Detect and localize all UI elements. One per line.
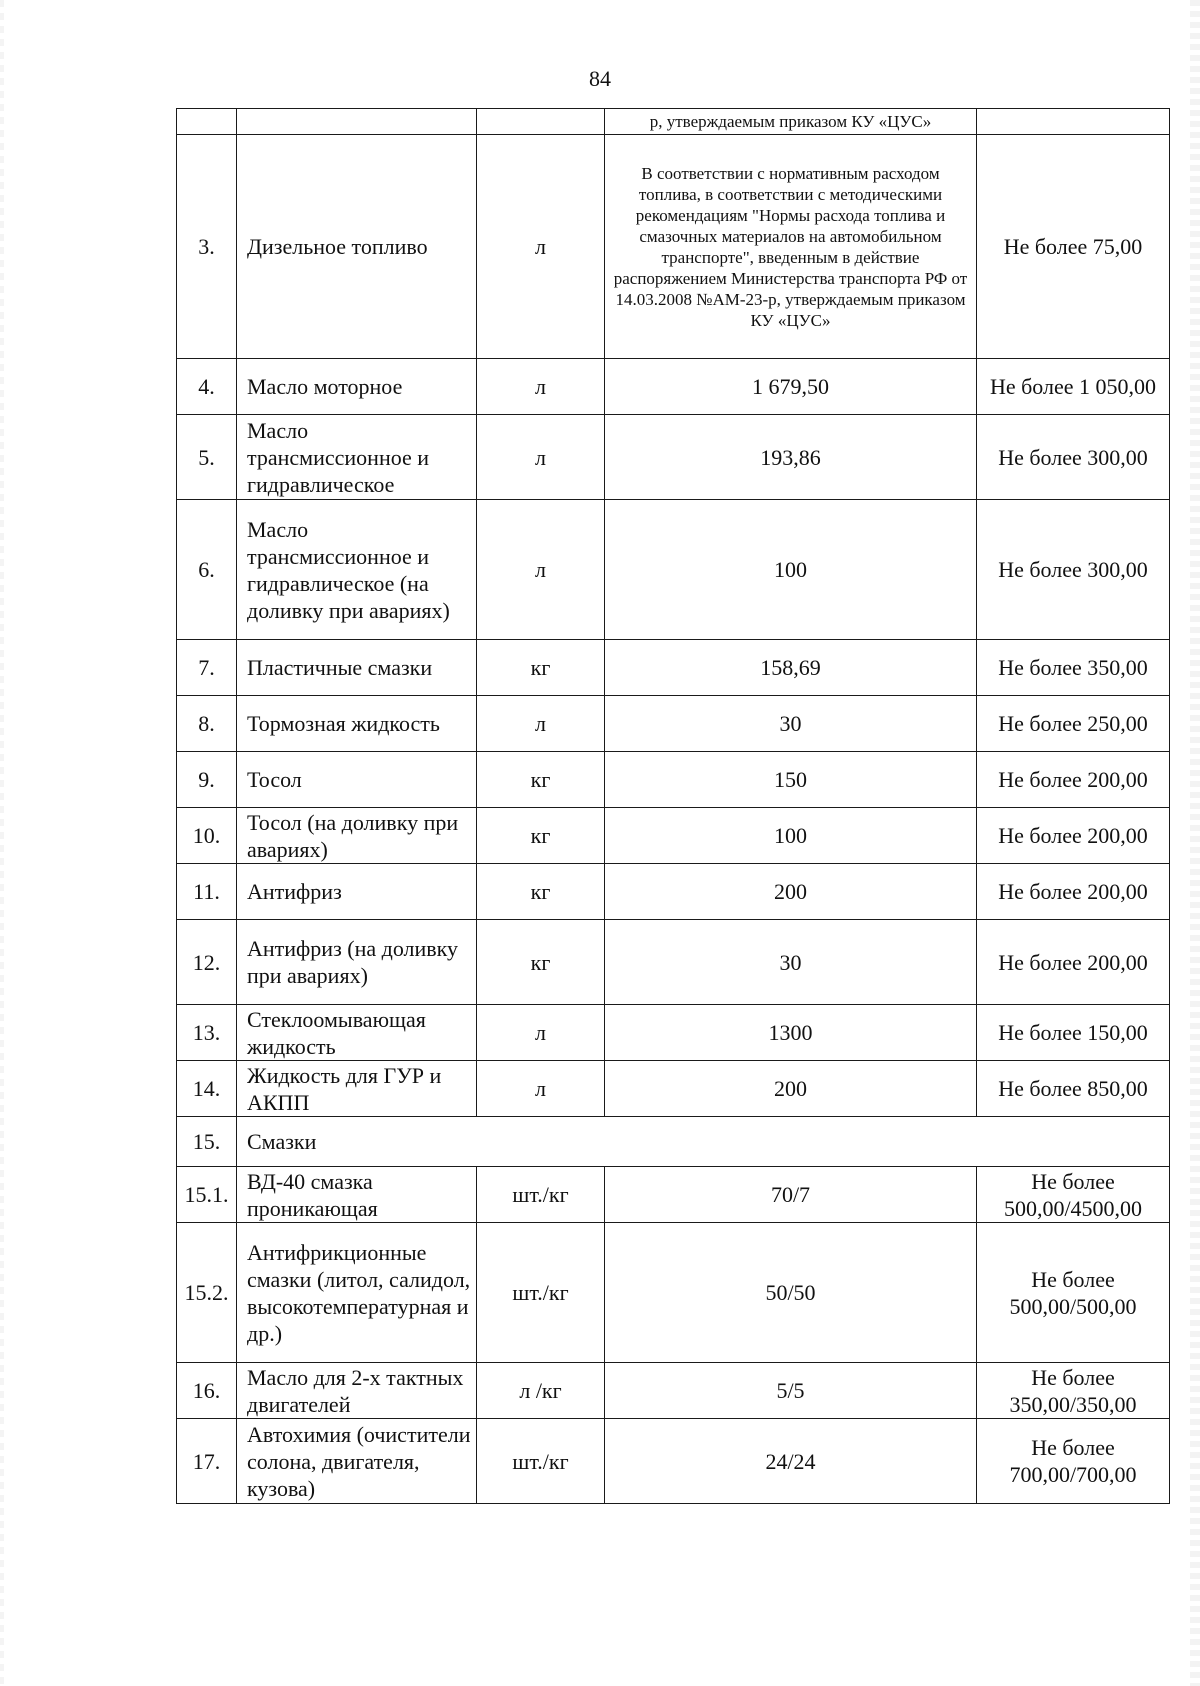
row-number: 9. bbox=[177, 752, 237, 808]
row-number: 11. bbox=[177, 864, 237, 920]
amount: 50/50 bbox=[605, 1223, 977, 1363]
row-number: 6. bbox=[177, 500, 237, 640]
table-row bbox=[177, 1167, 1170, 1223]
price-limit: Не более 500,00/500,00 bbox=[977, 1223, 1170, 1363]
price-limit: Не более 300,00 bbox=[977, 415, 1170, 500]
amount: 30 bbox=[605, 696, 977, 752]
unit: кг bbox=[477, 920, 605, 1005]
item-name: Стеклоомывающая жидкость bbox=[237, 1005, 477, 1061]
amount: 193,86 bbox=[605, 415, 977, 500]
amount: 100 bbox=[605, 808, 977, 864]
row-number: 15.2. bbox=[177, 1223, 237, 1363]
item-name: Масло трансмиссионное и гидравлическое (на доливку при авариях) bbox=[237, 500, 477, 640]
table-row bbox=[177, 808, 1170, 864]
row-number: 3. bbox=[177, 135, 237, 359]
item-name: ВД-40 смазка проникающая bbox=[237, 1167, 477, 1223]
page-number: 84 bbox=[589, 66, 611, 91]
item-name: Масло трансмиссионное и гидравлическое bbox=[237, 415, 477, 500]
unit: л bbox=[477, 135, 605, 359]
row-number: 13. bbox=[177, 1005, 237, 1061]
unit: кг bbox=[477, 864, 605, 920]
row-number bbox=[177, 109, 237, 135]
row-number: 5. bbox=[177, 415, 237, 500]
unit: кг bbox=[477, 752, 605, 808]
row-number: 15.1. bbox=[177, 1167, 237, 1223]
unit: кг bbox=[477, 808, 605, 864]
price-limit: Не более 350,00/350,00 bbox=[977, 1363, 1170, 1419]
unit: шт./кг bbox=[477, 1167, 605, 1223]
table-row bbox=[177, 1223, 1170, 1363]
unit: л bbox=[477, 1005, 605, 1061]
row-number: 14. bbox=[177, 1061, 237, 1117]
item-name bbox=[237, 109, 477, 135]
item-name: Тормозная жидкость bbox=[237, 696, 477, 752]
table-row bbox=[177, 920, 1170, 1005]
scan-edge-right bbox=[1190, 0, 1200, 1686]
price-limit: Не более 200,00 bbox=[977, 808, 1170, 864]
row-number: 12. bbox=[177, 920, 237, 1005]
unit: л /кг bbox=[477, 1363, 605, 1419]
item-name: Тосол bbox=[237, 752, 477, 808]
item-name: Антифриз bbox=[237, 864, 477, 920]
unit: л bbox=[477, 1061, 605, 1117]
price-limit: Не более 200,00 bbox=[977, 920, 1170, 1005]
table-row bbox=[177, 109, 1170, 135]
scan-edge-left bbox=[0, 0, 4, 1686]
price-limit bbox=[977, 109, 1170, 135]
amount: 1 679,50 bbox=[605, 359, 977, 415]
amount: р, утверждаемым приказом КУ «ЦУС» bbox=[605, 109, 977, 135]
row-number: 4. bbox=[177, 359, 237, 415]
table-row bbox=[177, 1117, 1170, 1167]
amount: 158,69 bbox=[605, 640, 977, 696]
row-number: 17. bbox=[177, 1419, 237, 1504]
table-row bbox=[177, 1419, 1170, 1504]
item-name: Тосол (на доливку при авариях) bbox=[237, 808, 477, 864]
amount: В соответствии с нормативным расходом топлива, в соответствии с методическими рекомендациям "Нормы расхода топлива и смазочных материалов на автомобильном транспорте", введенным в действие распоряжением Министерства транспорта РФ от 14.03.2008 №АМ-23-р, утверждаемым приказом КУ «ЦУС» bbox=[605, 135, 977, 359]
item-name: Дизельное топливо bbox=[237, 135, 477, 359]
section-title: Смазки bbox=[237, 1117, 1170, 1167]
unit: л bbox=[477, 359, 605, 415]
table-row bbox=[177, 640, 1170, 696]
unit: л bbox=[477, 415, 605, 500]
amount: 150 bbox=[605, 752, 977, 808]
table-row bbox=[177, 359, 1170, 415]
amount: 200 bbox=[605, 1061, 977, 1117]
unit: л bbox=[477, 500, 605, 640]
row-number: 16. bbox=[177, 1363, 237, 1419]
table-row bbox=[177, 415, 1170, 500]
table-row bbox=[177, 135, 1170, 359]
item-name: Масло моторное bbox=[237, 359, 477, 415]
price-limit: Не более 250,00 bbox=[977, 696, 1170, 752]
price-limit: Не более 700,00/700,00 bbox=[977, 1419, 1170, 1504]
table-row bbox=[177, 1005, 1170, 1061]
row-number: 10. bbox=[177, 808, 237, 864]
unit: шт./кг bbox=[477, 1223, 605, 1363]
norms-table bbox=[176, 108, 1170, 1504]
price-limit: Не более 75,00 bbox=[977, 135, 1170, 359]
table-row bbox=[177, 752, 1170, 808]
amount: 100 bbox=[605, 500, 977, 640]
unit: кг bbox=[477, 640, 605, 696]
item-name: Антифрикционные смазки (литол, салидол, высокотемпературная и др.) bbox=[237, 1223, 477, 1363]
item-name: Автохимия (очистители солона, двигателя, кузова) bbox=[237, 1419, 477, 1504]
item-name: Масло для 2-х тактных двигателей bbox=[237, 1363, 477, 1419]
amount: 70/7 bbox=[605, 1167, 977, 1223]
item-name: Антифриз (на доливку при авариях) bbox=[237, 920, 477, 1005]
amount: 24/24 bbox=[605, 1419, 977, 1504]
table-row bbox=[177, 864, 1170, 920]
price-limit: Не более 200,00 bbox=[977, 752, 1170, 808]
table-row bbox=[177, 1061, 1170, 1117]
row-number: 15. bbox=[177, 1117, 237, 1167]
amount: 30 bbox=[605, 920, 977, 1005]
item-name: Жидкость для ГУР и АКПП bbox=[237, 1061, 477, 1117]
price-limit: Не более 850,00 bbox=[977, 1061, 1170, 1117]
table-row bbox=[177, 1363, 1170, 1419]
unit: шт./кг bbox=[477, 1419, 605, 1504]
price-limit: Не более 200,00 bbox=[977, 864, 1170, 920]
row-number: 8. bbox=[177, 696, 237, 752]
price-limit: Не более 150,00 bbox=[977, 1005, 1170, 1061]
price-limit: Не более 350,00 bbox=[977, 640, 1170, 696]
unit: л bbox=[477, 696, 605, 752]
price-limit: Не более 1 050,00 bbox=[977, 359, 1170, 415]
amount: 200 bbox=[605, 864, 977, 920]
price-limit: Не более 300,00 bbox=[977, 500, 1170, 640]
row-number: 7. bbox=[177, 640, 237, 696]
price-limit: Не более 500,00/4500,00 bbox=[977, 1167, 1170, 1223]
table-row bbox=[177, 696, 1170, 752]
amount: 1300 bbox=[605, 1005, 977, 1061]
unit bbox=[477, 109, 605, 135]
amount: 5/5 bbox=[605, 1363, 977, 1419]
table-row bbox=[177, 500, 1170, 640]
item-name: Пластичные смазки bbox=[237, 640, 477, 696]
